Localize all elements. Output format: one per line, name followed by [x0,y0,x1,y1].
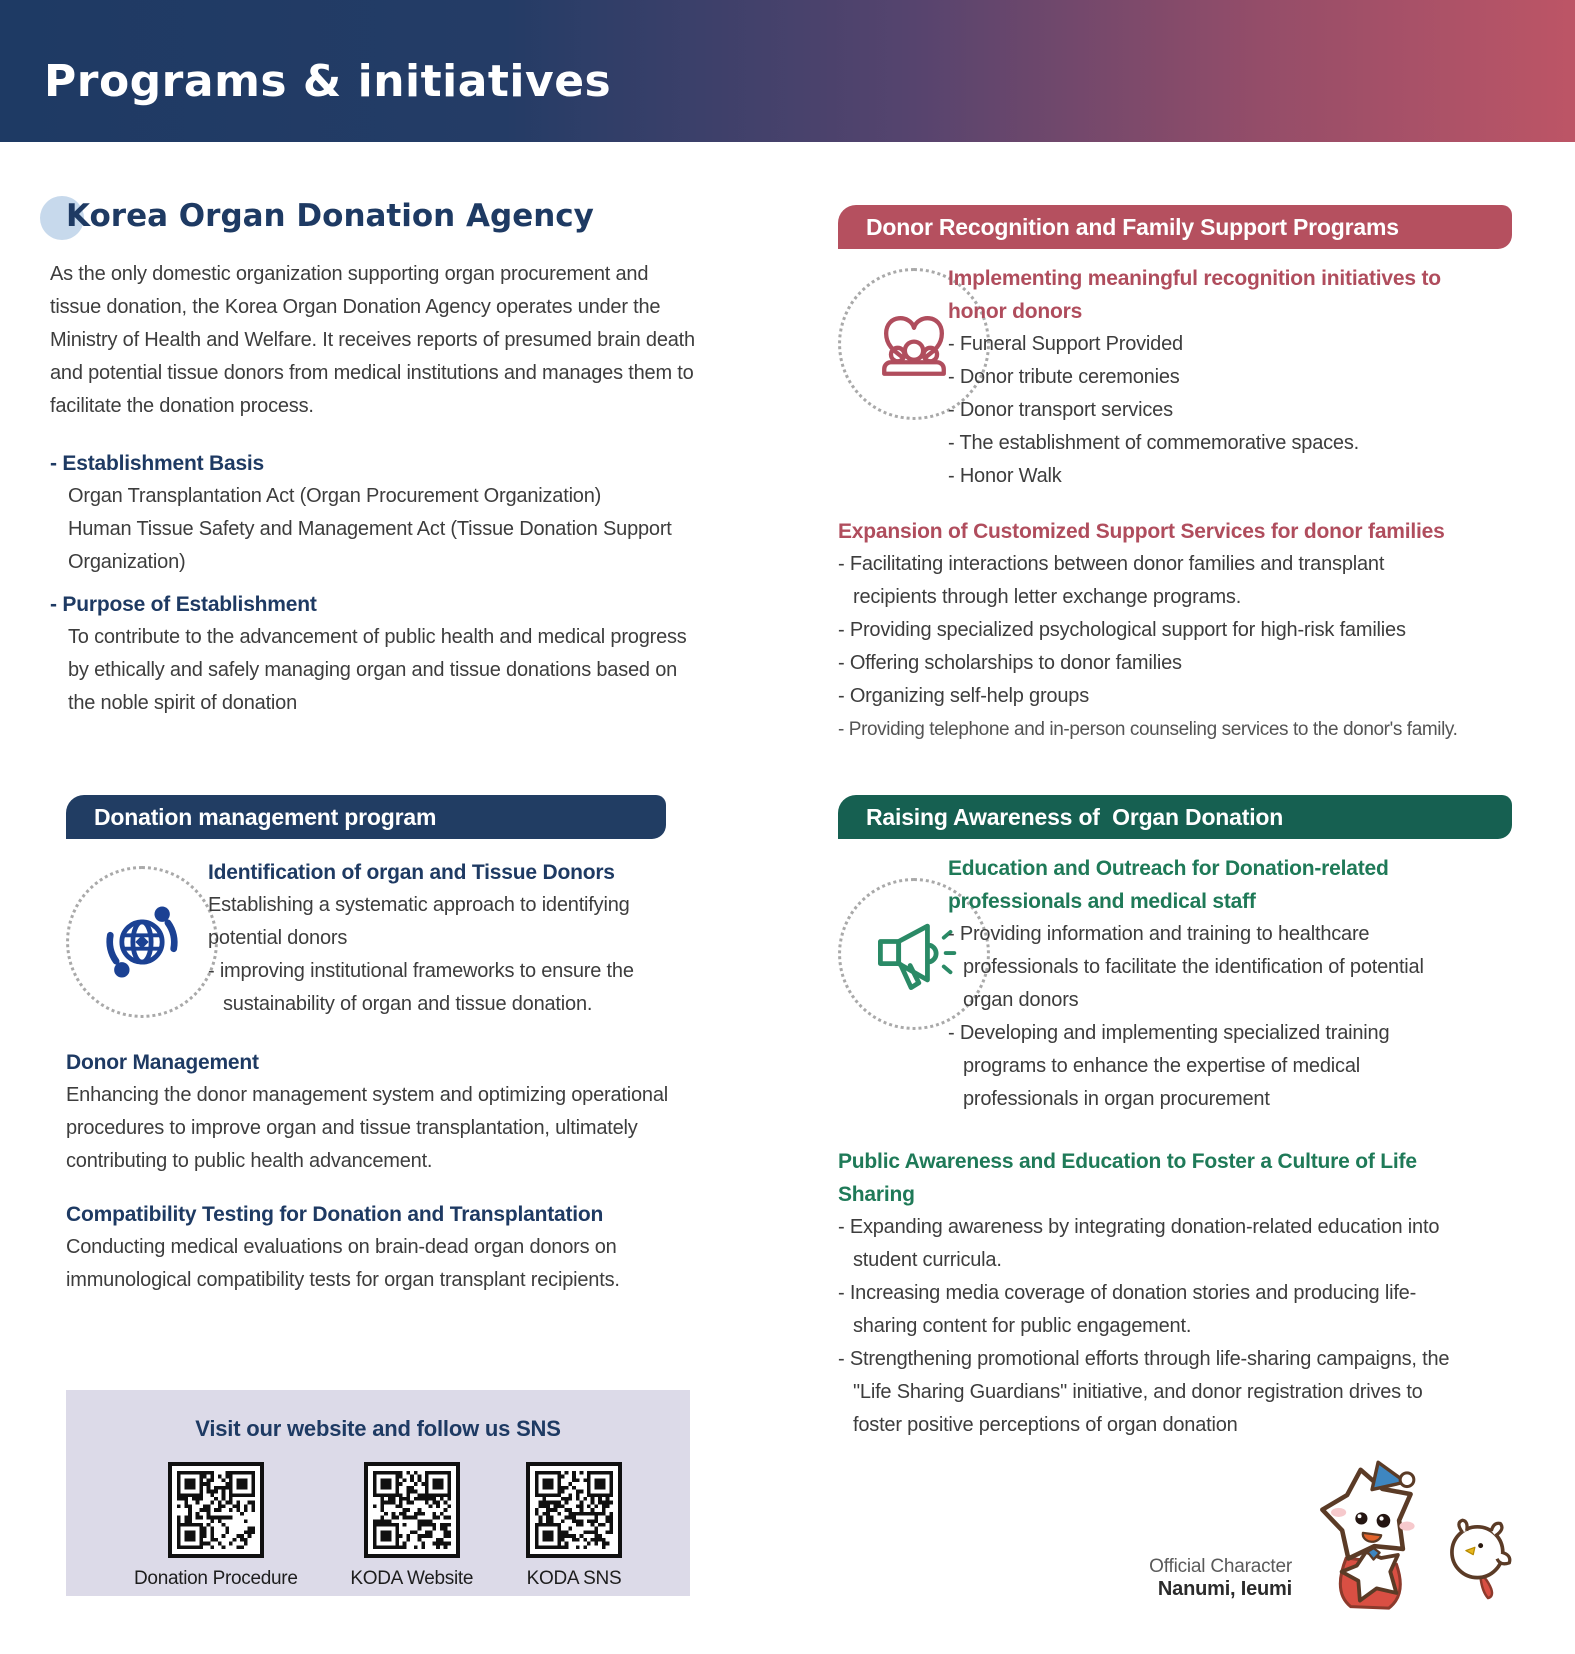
donor-management-body: Enhancing the donor management system and optimizing operational procedures to improve organ and tissue transplantation, ultimately contributing to public health advancement. [66,1084,669,1172]
qr-label: Donation Procedure [134,1568,298,1589]
sns-box [66,1390,690,1596]
identification-block [208,856,676,1021]
recognition-initiatives-block [948,262,1456,493]
family-support-title: Expansion of Customized Support Services for donor families [838,520,1445,543]
identification-body: Establishing a systematic approach to identifying potential donors [208,894,630,949]
mascot-caption-label: Official Character [1149,1556,1292,1577]
public-awareness-bullet: - Expanding awareness by integrating donation-related education into student curricula. [838,1216,1440,1271]
mascot-caption-names: Nanumi, Ieumi [1157,1578,1292,1600]
sns-box-title: Visit our website and follow us SNS [195,1416,561,1441]
raising-awareness-banner [838,795,1512,839]
donation-management-banner [66,795,666,839]
family-support-block [838,515,1466,746]
public-awareness-block [838,1145,1470,1442]
establishment-basis-block [50,447,695,579]
donor-recognition-banner-label: Donor Recognition and Family Support Programs [866,213,1399,240]
mascot-caption [1080,1556,1292,1601]
public-awareness-title: Public Awareness and Education to Foster a Culture of Life Sharing [838,1150,1417,1206]
donor-recognition-banner [838,205,1512,249]
recognition-initiatives-title: Implementing meaningful recognition initiatives to honor donors [948,267,1441,323]
education-bullet: - Developing and implementing specialized training programs to enhance the expertise of medical professionals in organ procurement [948,1022,1390,1110]
purpose-label: - Purpose of Establishment [50,593,317,616]
family-support-bullet: - Providing telephone and in-person counseling services to the donor's family. [838,719,1458,740]
qr-label: KODA Website [350,1568,474,1589]
recognition-bullet: - Donor tribute ceremonies [948,366,1180,388]
donor-management-block [66,1046,701,1178]
qr-code-donation-procedure [168,1462,264,1558]
public-awareness-bullet: - Strengthening promotional efforts through life-sharing campaigns, the "Life Sharing Guardians" initiative, and donor registration drives to foster positive perceptions of organ donation [838,1348,1450,1436]
qr-item-koda-website [350,1462,473,1590]
education-outreach-title: Education and Outreach for Donation-related professionals and medical staff [948,857,1389,913]
qr-item-koda-sns [526,1462,622,1590]
recognition-bullet: - Donor transport services [948,399,1173,421]
mascot-nanumi [1293,1444,1445,1632]
qr-code-koda-sns [526,1462,622,1558]
establishment-basis-line: Organ Transplantation Act (Organ Procurement Organization) [68,485,602,507]
agency-intro-paragraph: As the only domestic organization supporting organ procurement and tissue donation, the Korea Organ Donation Agency operates under the Ministry of Health and Welfare. It receives reports of presumed brain death and potential tissue donors from medical institutions and manages them to facilitate the donation process. [50,263,695,417]
donation-management-banner-label: Donation management program [94,803,437,830]
establishment-basis-label: - Establishment Basis [50,452,265,475]
family-support-bullet: - Providing specialized psychological support for high-risk families [838,619,1406,641]
family-support-bullet: - Organizing self-help groups [838,685,1089,707]
recognition-bullet: - Honor Walk [948,465,1062,487]
education-outreach-block [948,852,1458,1116]
globe-network-icon [66,866,218,1018]
mascot-ieumi [1438,1503,1520,1613]
purpose-block [50,588,695,720]
purpose-text: To contribute to the advancement of public health and medical progress by ethically and safely managing organ and tissue donations based on the noble spirit of donation [68,626,687,714]
page-title: Programs & initiatives [44,56,612,107]
establishment-basis-line: Human Tissue Safety and Management Act (Tissue Donation Support Organization) [68,518,672,573]
recognition-bullet: - Funeral Support Provided [948,333,1183,355]
qr-label: KODA SNS [526,1568,622,1589]
education-bullet: - Providing information and training to healthcare professionals to facilitate the identification of potential organ donors [948,923,1424,1011]
compatibility-title: Compatibility Testing for Donation and Transplantation [66,1203,604,1226]
identification-title: Identification of organ and Tissue Donors [208,861,615,884]
family-support-bullet: - Facilitating interactions between donor families and transplant recipients through letter exchange programs. [838,553,1385,608]
qr-row [66,1462,690,1590]
raising-awareness-banner-label: Raising Awareness of Organ Donation [866,803,1284,830]
donor-management-title: Donor Management [66,1051,259,1074]
identification-bullet: - improving institutional frameworks to ensure the sustainability of organ and tissue donation. [208,960,634,1015]
qr-code-koda-website [364,1462,460,1558]
public-awareness-bullet: - Increasing media coverage of donation stories and producing life-sharing content for public engagement. [838,1282,1417,1337]
compatibility-block [66,1198,706,1297]
compatibility-body: Conducting medical evaluations on brain-dead organ donors on immunological compatibility tests for organ transplant recipients. [66,1236,620,1291]
qr-item-donation-procedure [134,1462,298,1590]
agency-section-heading: Korea Organ Donation Agency [66,198,594,234]
page-header-band [0,0,1575,142]
family-support-bullet: - Offering scholarships to donor families [838,652,1182,674]
recognition-bullet: - The establishment of commemorative spaces. [948,432,1360,454]
